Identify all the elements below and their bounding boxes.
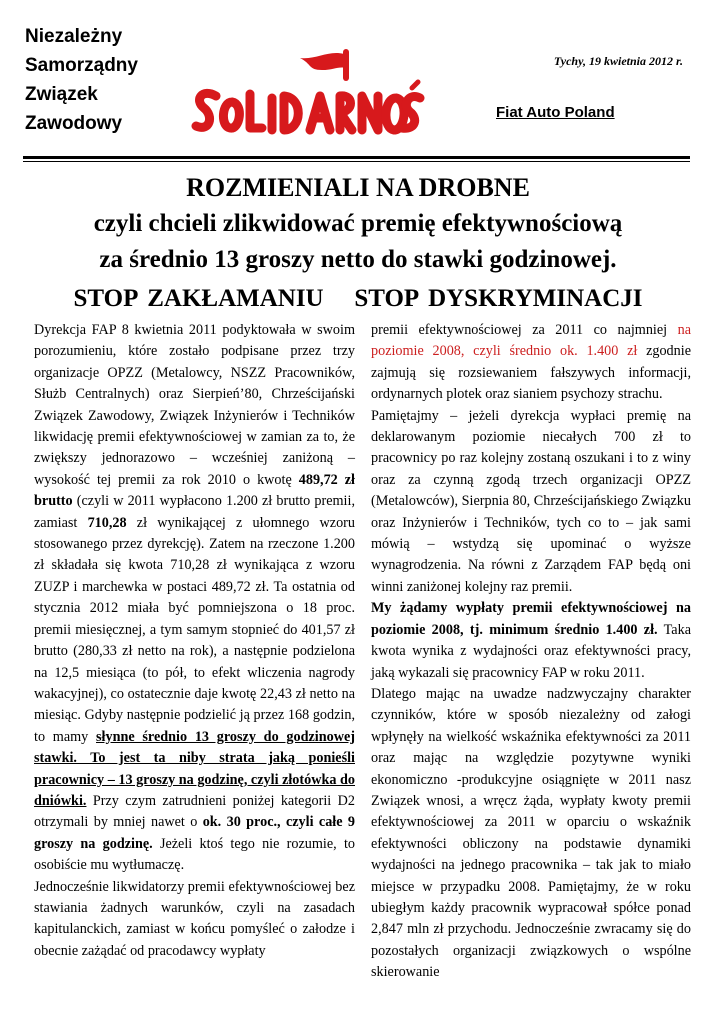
text-run: Dyrekcja FAP 8 kwietnia 2011 podyktowała w swoim porozumieniu, które zostało podpisane przez trzy organizacje OPZZ (Metalowcy, NSZZ Pracowników, Służb Centralnych) oraz Sierpień’80, Chrześcijański Związek Zawodowy, Związek Inżynierów i Techników likwidację premii efektywnościowej w zamian za to, że zwiększy jednorazowo – wcześniej zaniżoną – wysokość tej premii za rok 2010 o kwotę (34, 322, 355, 488)
paragraph: Jednocześnie likwidatorzy premii efektywnościowej bez stawiania żadnych warunków, czyli na zasadach kapitulanckich, zamiast w końcu pomyśleć o załodze i obecnie zażądać od pracodawcy wypłaty (34, 878, 355, 959)
union-name-line: Niezależny (25, 26, 123, 47)
bold-amount: 489,72 zł brutto (34, 471, 355, 510)
paragraph: Dlatego mając na uwadze nadzwyczajny charakter czynników, które w sposób niezależny od załogi wpłynęły na wielkość wskaźnika efektywności za 2011 oraz mając na względzie pozytywne wyniki ekonomiczno -produkcyjne osiągnięte w 2011 nasz Związek wnosi, a wręcz żąda, wypłaty kwoty premii efektywnościowej za 2011 w oparciu o wskaźnik efektywności obliczony na podstawie dynamiki wydajności na jednego pracownika – tak jak to miało miejsce w przypadku 2008. Pamiętajmy, że w roku ubiegłym każdy pracownik wypracował spółce ponad 2,847 mln zł przychodu. Jednocześnie zwracamy się do pozostałych organizacji związkowych o wspólne skierowanie (371, 685, 691, 981)
bold-demand: My żądamy wypłaty premii efektywnościowej na poziomie 2008, tj. minimum średnio 1.400 zł. (371, 600, 691, 638)
text-run: Jeżeli ktoś tego nie rozumie, to osobiście mu wytłumaczę. (34, 835, 355, 874)
underlined-statement: słynne średnio 13 groszy do godzinowej stawki. To jest ta niby strata jaką ponieśli pracownicy – 13 groszy na godzinę, czyli złotówka do dniówki. (34, 728, 355, 809)
text-run: Przy czym zatrudnieni poniżej kategorii D2 otrzymali by mniej nawet o (34, 792, 355, 831)
text-run: premii efektywnościowej za 2011 co najmniej (371, 322, 678, 338)
place-date: Tychy, 19 kwietnia 2012 r. (553, 54, 683, 68)
union-name-line: Samorządny (25, 55, 138, 76)
paragraph (34, 320, 355, 877)
paragraph: Pamiętajmy – jeżeli dyrekcja wypłaci premię na deklarowanym poziomie niecałych 700 zł to pracownicy po raz kolejny zostaną oszukani i to z winy oraz za czynną zgodą trzech organizacji OPZZ (Metalowców), Sierpnia 80, Chrześcijańskiego Związku oraz Inżynierów i Techników, tych co to – jak sami mówią – wstydzą się upominać o wyższe wynagrodzenia. Na równi z Zarządem FAP będą oni winni zaniżonej kolejny raz premii. (371, 407, 691, 595)
subheadline-1: czyli chcieli zlikwidować premię efektywnościową (93, 210, 623, 237)
slogan: STOP ZAKŁAMANIU STOP DYSKRYMINACJI (73, 285, 643, 312)
company-name: Fiat Auto Poland (496, 104, 615, 121)
union-name-line: Związek (25, 84, 98, 105)
text-run: zgodnie zajmują się rozsiewaniem fałszywych informacji, ordynarnych plotek oraz sianiem psychozy strachu. (371, 343, 691, 403)
headline-block (18, 170, 698, 317)
bold-amount: 710,28 (87, 514, 127, 531)
highlighted-demand: na poziomie 2008, czyli średnio ok. 1.400 zł (371, 322, 691, 360)
union-name-line: Zawodowy (25, 113, 123, 134)
text-run: Taka kwota wynika z wydajności oraz efektywności pracy, jaką wykazali się pracownicy FAP w roku 2011. (371, 621, 691, 681)
header-divider-thin (23, 161, 690, 162)
right-column (371, 320, 691, 984)
headline: ROZMIENIALI NA DROBNE (186, 173, 530, 202)
solidarnosc-logo (188, 48, 426, 158)
left-column (34, 320, 355, 962)
paragraph (371, 598, 691, 684)
paragraph (371, 320, 691, 406)
bold-statement: ok. 30 proc., czyli całe 9 groszy na godzinę. (34, 814, 355, 852)
subheadline-2: za średnio 13 groszy netto do stawki godzinowej. (99, 246, 617, 273)
text-run: zł wynikającej z ułomnego wzoru stosowanego przez dyrekcję). Zatem na rzeczone 1.200 zł składała się kwota 710,28 zł wynikająca z wzoru ZUZP i marchewka w postaci 489,72 zł. Ta ostatnia od stycznia 2012 miała być pomniejszona o 18 proc. premii miesięcznej, a tym samym stopnieć do 401,57 zł brutto (280,33 zł netto na rok), a następnie podzielona na 12,5 miesiąca (to pół, to efekt wliczenia nagrody wakacyjnej), co ostatecznie daje kwotę 22,43 zł netto na miesiąc. Gdyby następnie podzielić ją przez 168 godzin, to mamy (34, 514, 355, 745)
text-run: (czyli w 2011 wypłacono 1.200 zł brutto premii, zamiast (34, 493, 355, 531)
union-name (25, 22, 138, 138)
header-divider (23, 156, 690, 159)
